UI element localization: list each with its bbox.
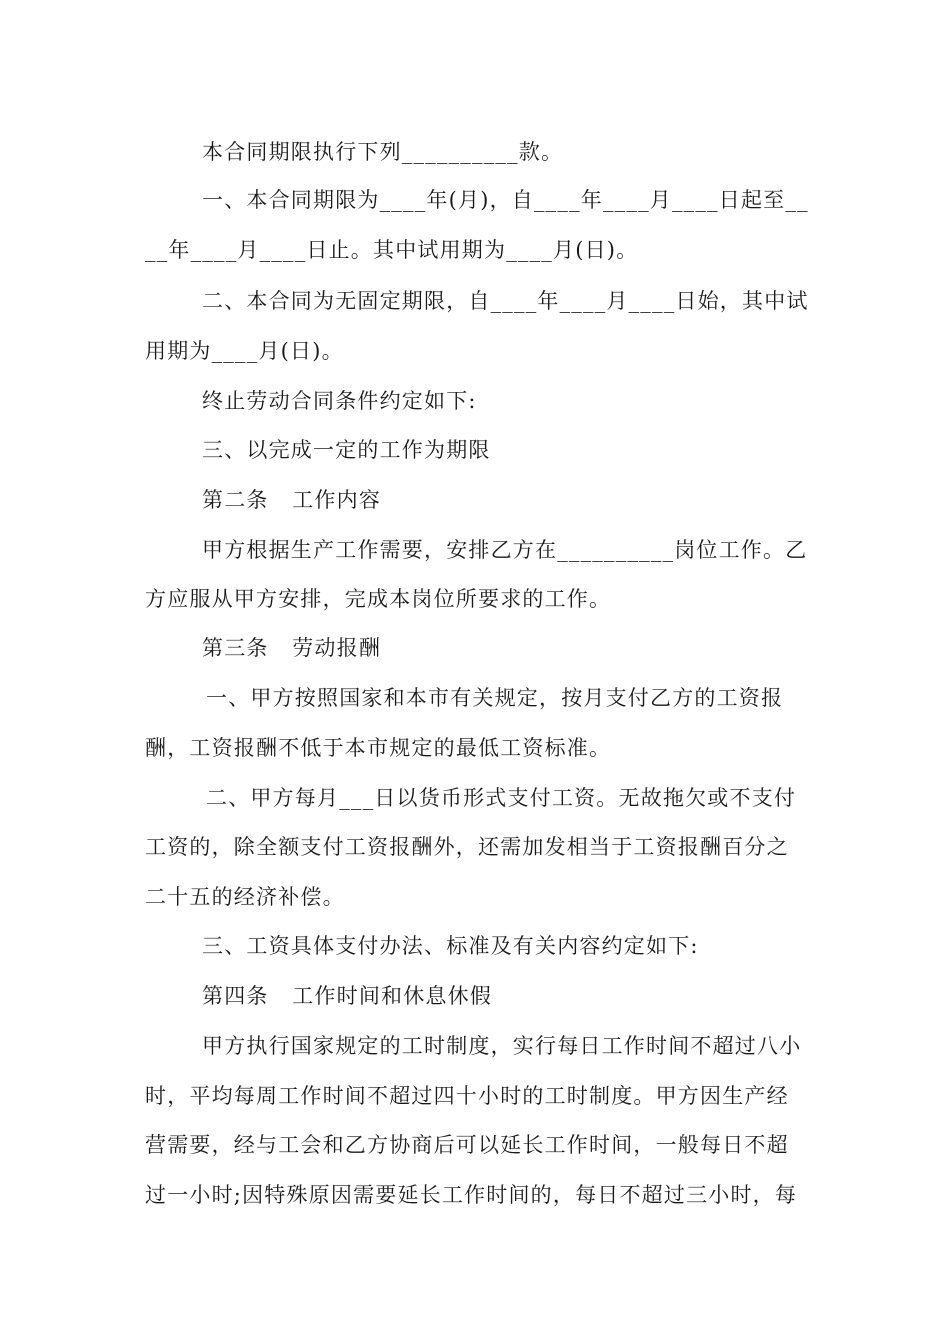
- text-line: 甲方执行国家规定的工时制度，实行每日工作时间不超过八小: [202, 1034, 802, 1058]
- text-line: 甲方根据生产工作需要，安排乙方在__________岗位工作。乙: [202, 538, 808, 562]
- section-heading: 三、以完成一定的工作为期限: [202, 438, 491, 462]
- text-line: 工资的，除全额支付工资报酬外，还需加发相当于工资报酬百分之: [145, 835, 789, 859]
- text-line: 二、甲方每月___日以货币形式支付工资。无故拖欠或不支付: [206, 786, 797, 810]
- text-line: 三、工资具体支付办法、标准及有关内容约定如下:: [202, 934, 699, 958]
- text-line: 时，平均每周工作时间不超过四十小时的工时制度。甲方因生产经: [145, 1084, 789, 1108]
- text-line: 营需要，经与工会和乙方协商后可以延长工作时间，一般每日不超: [145, 1133, 789, 1157]
- text-line: 二、本合同为无固定期限，自____年____月____日始，其中试: [202, 289, 809, 313]
- text-line: 一、本合同期限为____年(月)，自____年____月____日起至__: [202, 188, 809, 212]
- text-line: 终止劳动合同条件约定如下:: [202, 389, 477, 413]
- text-line: 酬，工资报酬不低于本市规定的最低工资标准。: [145, 736, 612, 760]
- text-line: 用期为____月(日)。: [145, 339, 344, 363]
- article-heading: 第四条 工作时间和休息休假: [202, 984, 493, 1008]
- text-line: 一、甲方按照国家和本市有关规定，按月支付乙方的工资报: [206, 686, 784, 710]
- article-heading: 第二条 工作内容: [202, 488, 382, 512]
- text-line: 方应服从甲方安排，完成本岗位所要求的工作。: [145, 587, 612, 611]
- text-line: 二十五的经济补偿。: [145, 885, 345, 909]
- article-heading: 第三条 劳动报酬: [202, 636, 382, 660]
- text-line: 本合同期限执行下列__________款。: [202, 140, 564, 164]
- text-line: __年____月____日止。其中试用期为____月(日)。: [145, 238, 639, 262]
- text-line: 过一小时;因特殊原因需要延长工作时间的，每日不超过三小时，每: [145, 1183, 798, 1207]
